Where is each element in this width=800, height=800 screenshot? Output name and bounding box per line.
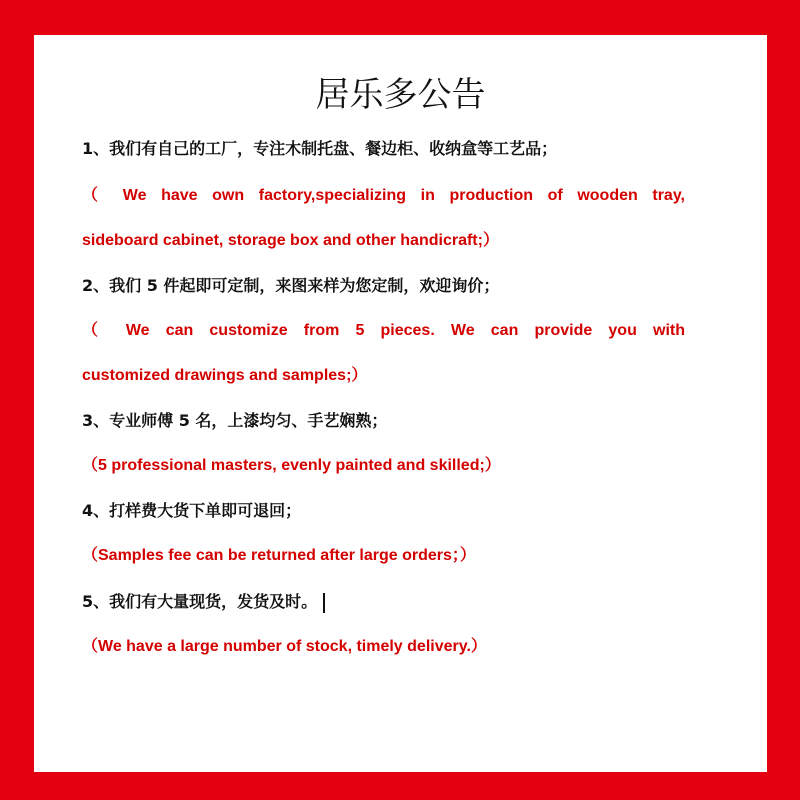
item-1-english-line-1: （ We have own factory,specializing in production of wooden tray, xyxy=(82,187,685,204)
item-2-english-line-2: customized drawings and samples;） xyxy=(82,367,368,384)
item-1-chinese: 1、我们有自己的工厂，专注木制托盘、餐边柜、收纳盒等工艺品； xyxy=(82,139,558,158)
item-5-chinese: 5、我们有大量现货，发货及时。 xyxy=(82,592,318,611)
item-3-english: （5 professional masters, evenly painted and skilled;） xyxy=(82,457,501,474)
item-3-chinese: 3、专业师傅 5 名，上漆均匀、手艺娴熟； xyxy=(82,411,388,430)
notice-panel xyxy=(34,35,767,772)
notice-title: 居乐多公告 xyxy=(315,75,486,115)
item-5-chinese-row xyxy=(82,591,325,613)
item-5-english: （We have a large number of stock, timely delivery.） xyxy=(82,638,487,655)
item-2-english-line-1: （ We can customize from 5 pieces. We can provide you with xyxy=(82,322,685,339)
item-4-english: （Samples fee can be returned after large orders；） xyxy=(82,547,476,564)
item-4-chinese: 4、打样费大货下单即可退回； xyxy=(82,501,302,520)
item-2-chinese: 2、我们 5 件起即可定制，来图来样为您定制，欢迎询价； xyxy=(82,276,500,295)
text-cursor xyxy=(323,593,325,613)
item-1-english-line-2: sideboard cabinet, storage box and other handicraft;） xyxy=(82,232,499,249)
